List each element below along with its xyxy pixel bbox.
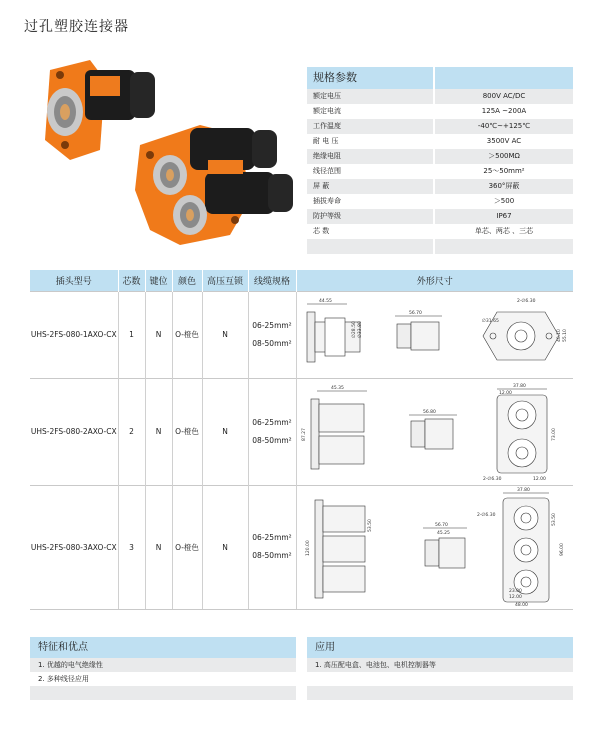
col-header-model: 插头型号 — [30, 270, 118, 291]
key-cell: N — [145, 485, 172, 609]
dimension-drawing-2 — [297, 379, 569, 485]
application-box — [307, 637, 573, 700]
svg-text:∅31.65: ∅31.65 — [481, 318, 499, 324]
hvil-cell: N — [202, 378, 248, 485]
plug-view — [409, 409, 457, 449]
spec-row: 防护等级 IP67 — [307, 209, 573, 224]
svg-text:56.70: 56.70 — [434, 522, 448, 528]
two-core-connector-image — [135, 125, 293, 245]
spec-row: 耐 电 压 3500V AC — [307, 134, 573, 149]
features-box — [30, 637, 296, 700]
application-header: 应用 — [307, 637, 573, 658]
spec-rows — [307, 89, 573, 254]
svg-text:44.55: 44.55 — [318, 298, 332, 304]
svg-text:12.00: 12.00 — [532, 476, 546, 482]
cores-cell: 1 — [118, 291, 145, 378]
cable-cell: 06-25mm² 08-50mm² — [248, 291, 296, 378]
svg-text:∅33.80: ∅33.80 — [357, 320, 363, 338]
col-header-hvil: 高压互锁 — [202, 270, 248, 291]
svg-text:87.27: 87.27 — [301, 427, 307, 441]
spec-row: 线径范围 25～50mm² — [307, 164, 573, 179]
svg-text:23.00: 23.00 — [508, 588, 522, 594]
product-photo — [30, 50, 300, 260]
color-cell: O-橙色 — [172, 291, 202, 378]
cable-cell: 06-25mm² 08-50mm² — [248, 485, 296, 609]
side-view — [301, 385, 367, 469]
plug-view — [395, 310, 442, 350]
spec-row: 工作温度 -40℃~+125℃ — [307, 119, 573, 134]
spec-row: 屏 蔽 360°屏蔽 — [307, 179, 573, 194]
application-item: 1. 高压配电盒、电池包、电机控制器等 — [307, 658, 573, 672]
svg-text:73.00: 73.00 — [551, 427, 557, 441]
drawing-cell — [296, 485, 573, 609]
svg-text:53.50: 53.50 — [551, 512, 557, 526]
svg-text:∅28.50: ∅28.50 — [351, 320, 357, 338]
spec-row — [307, 239, 573, 254]
plug-view — [423, 522, 467, 568]
cable-cell: 06-25mm² 08-50mm² — [248, 378, 296, 485]
front-view — [477, 487, 565, 608]
model-cell: UHS-2FS-080-2AXO-CX — [30, 378, 118, 485]
drawing-cell — [296, 291, 573, 378]
table-row — [30, 291, 573, 378]
svg-text:45.25: 45.25 — [436, 530, 450, 536]
spec-row: 插拔寿命 ＞500 — [307, 194, 573, 209]
hvil-cell: N — [202, 291, 248, 378]
spec-table — [307, 67, 573, 254]
svg-text:12.00: 12.00 — [498, 390, 512, 396]
page-title: 过孔塑胶连接器 — [24, 19, 129, 35]
cores-cell: 2 — [118, 378, 145, 485]
cores-cell: 3 — [118, 485, 145, 609]
table-row — [30, 485, 573, 609]
feature-item — [30, 686, 296, 700]
key-cell: N — [145, 378, 172, 485]
key-cell: N — [145, 291, 172, 378]
features-header: 特征和优点 — [30, 637, 296, 658]
col-header-key: 键位 — [145, 270, 172, 291]
svg-text:56.70: 56.70 — [408, 310, 422, 316]
table-row — [30, 378, 573, 485]
spec-row: 绝缘电阻 ＞500MΩ — [307, 149, 573, 164]
dimension-drawing-3 — [297, 486, 569, 609]
svg-text:48.00: 48.00 — [514, 602, 528, 608]
drawing-cell — [296, 378, 573, 485]
svg-text:2-∅6.30: 2-∅6.30 — [482, 476, 501, 482]
svg-text:120.00: 120.00 — [305, 539, 311, 556]
svg-text:56.80: 56.80 — [422, 409, 436, 415]
spec-header: 规格参数 — [307, 67, 435, 89]
front-view — [483, 383, 557, 482]
svg-text:45.35: 45.35 — [330, 385, 344, 391]
application-item — [307, 672, 573, 686]
svg-text:55.10: 55.10 — [562, 328, 568, 342]
product-table — [30, 270, 573, 610]
hvil-cell: N — [202, 485, 248, 609]
side-view — [307, 298, 363, 362]
spec-row: 额定电流 125A ~200A — [307, 104, 573, 119]
svg-text:96.00: 96.00 — [559, 542, 565, 556]
model-cell: UHS-2FS-080-3AXO-CX — [30, 485, 118, 609]
svg-text:53.50: 53.50 — [367, 518, 373, 532]
svg-text:12.00: 12.00 — [508, 594, 522, 600]
col-header-color: 颜色 — [172, 270, 202, 291]
svg-text:2-∅6.30: 2-∅6.30 — [516, 298, 535, 304]
svg-text:2-∅6.30: 2-∅6.30 — [476, 512, 495, 518]
single-core-connector-image — [45, 60, 155, 160]
color-cell: O-橙色 — [172, 485, 202, 609]
side-view — [305, 500, 373, 598]
spec-row: 芯 数 单芯、两芯 、三芯 — [307, 224, 573, 239]
feature-item: 1. 优越的电气绝缘性 — [30, 658, 296, 672]
feature-item: 2. 多种线径应用 — [38, 675, 89, 683]
svg-text:37.80: 37.80 — [516, 487, 530, 493]
color-cell: O-橙色 — [172, 378, 202, 485]
spec-row: 额定电压 800V AC/DC — [307, 89, 573, 104]
col-header-cores: 芯数 — [118, 270, 145, 291]
application-item — [307, 686, 573, 700]
svg-text:40.10: 40.10 — [556, 328, 562, 342]
col-header-cable: 线缆规格 — [248, 270, 296, 291]
front-view — [482, 298, 568, 360]
col-header-dimensions: 外形尺寸 — [296, 270, 573, 291]
svg-text:37.80: 37.80 — [512, 383, 526, 389]
dimension-drawing-1 — [297, 292, 569, 378]
model-cell: UHS-2FS-080-1AXO-CX — [30, 291, 118, 378]
